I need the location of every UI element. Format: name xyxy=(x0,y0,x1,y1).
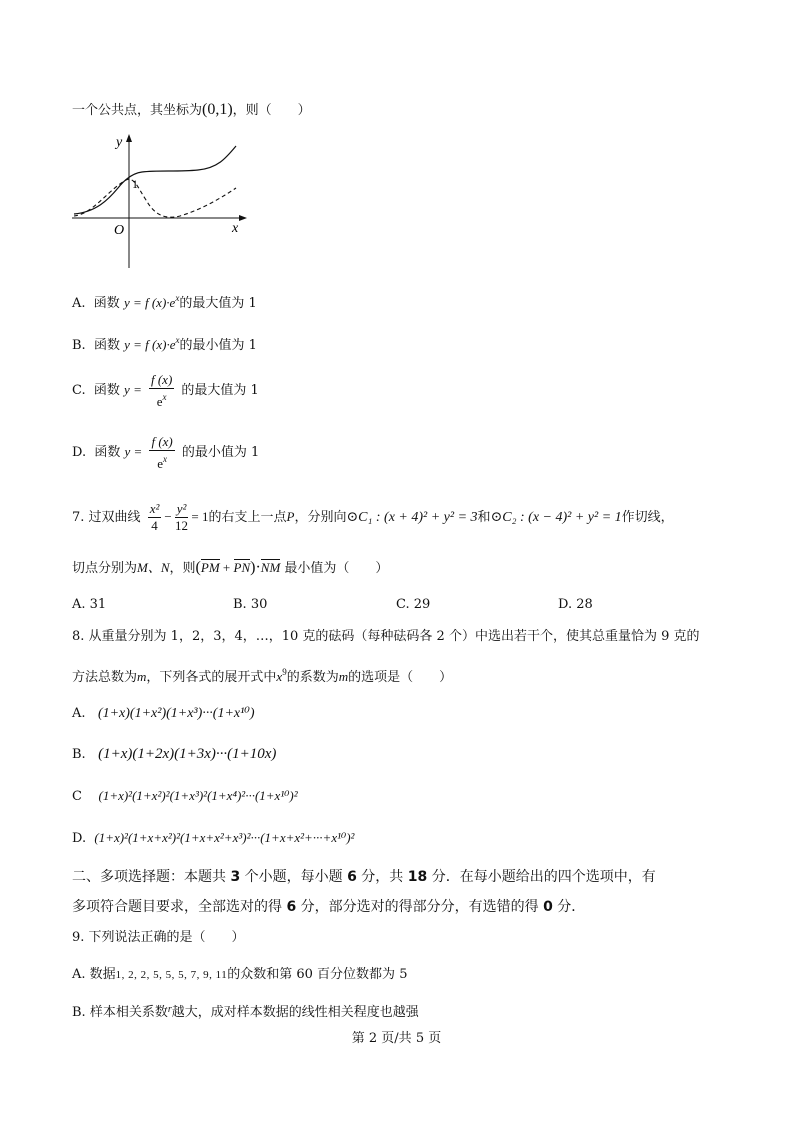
q6-d-num: f (x) xyxy=(151,433,173,449)
q7-stem-line1 xyxy=(72,497,674,538)
q6-b-post: 的最小值为 1 xyxy=(179,338,257,353)
q7-plus: + xyxy=(219,560,234,575)
y-axis-arrow xyxy=(126,134,132,142)
q6-a-pre: 函数 xyxy=(93,296,120,311)
q6-a-post: 的最大值为 1 xyxy=(179,296,257,311)
intro-tail: ，则（ ） xyxy=(232,103,311,118)
section2-n18: 18 xyxy=(407,869,428,885)
q8-x: x xyxy=(276,669,283,684)
q6-d-label: D. xyxy=(72,445,87,460)
q7-stem-line2 xyxy=(72,558,388,579)
q8-x-exp: 9 xyxy=(282,667,287,677)
q6-c-fraction xyxy=(149,372,174,410)
q8-stem-line2 xyxy=(72,662,452,688)
q6-c-den-exp: x xyxy=(162,391,167,402)
q9-option-a xyxy=(72,965,407,985)
q7-line2-mid: ，则 xyxy=(169,561,196,576)
q8-line2-mid: ，下列各式的展开式中 xyxy=(146,670,277,685)
q8-option-d xyxy=(72,828,354,849)
q8-b-label: B. xyxy=(72,747,86,762)
q7-frac-x xyxy=(148,501,162,534)
section2-n6: 6 xyxy=(347,869,357,885)
q6-b-expr: y = f (x)·e xyxy=(124,337,176,352)
q7-paren-close: )· xyxy=(250,559,261,576)
q7-circle-1: ⊙C₁ : (x + 4)² + y² = 3 xyxy=(346,510,478,525)
q9-stem: 9. 下列说法正确的是（ ） xyxy=(72,930,245,945)
q8-line2-tail: 的选项是（ ） xyxy=(348,670,453,685)
q7-line2-tail: 最小值为（ ） xyxy=(284,561,389,576)
q7-vec-pm: PM xyxy=(200,560,220,575)
section2-line1-c: 分，共 xyxy=(356,869,408,885)
q6-b-label: B. xyxy=(72,338,86,353)
q7-frac-y-den: 12 xyxy=(175,518,189,533)
q6-d-den-exp: x xyxy=(162,453,167,464)
q6-d-post: 的最小值为 1 xyxy=(181,445,260,460)
section2-line1-b: 个小题，每小题 xyxy=(240,869,348,885)
q7-frac-x-den: 4 xyxy=(151,518,158,533)
q8-b-expr: (1+x)(1+2x)(1+3x)···(1+10x) xyxy=(98,746,277,762)
function-graph xyxy=(68,130,248,270)
page-footer: 第 2 页/共 5 页 xyxy=(351,1031,442,1046)
q8-m2: m xyxy=(338,669,349,684)
section2-line2-b: 分，部分选对的得部分分，有选错的得 xyxy=(296,899,544,915)
q8-line2-mid2: 的系数为 xyxy=(286,670,339,685)
q7-frac-y xyxy=(175,501,189,534)
q9-option-b xyxy=(72,1000,419,1023)
q7-option-d: D. 28 xyxy=(558,597,593,612)
section2-line1-d: 分．在每小题给出的四个选项中，有 xyxy=(427,869,656,885)
section2-n6b: 6 xyxy=(286,899,297,915)
q6-c-num: f (x) xyxy=(150,371,173,387)
q6-b-exp: x xyxy=(175,335,180,345)
q7-pre: 7. 过双曲线 xyxy=(72,510,141,525)
q7-paren-open: ( xyxy=(195,559,201,576)
q6-c-y: y = xyxy=(124,382,142,397)
x-axis-arrow xyxy=(239,215,247,221)
q9-b-r: r xyxy=(167,1004,172,1015)
q8-line2-pre: 方法总数为 xyxy=(72,670,138,685)
intro-text: 一个公共点，其坐标为 xyxy=(72,103,203,118)
point-label: 1 xyxy=(132,177,138,191)
q7-vec-pn: PN xyxy=(233,560,251,575)
q7-and: 和 xyxy=(477,510,491,525)
q8-d-expr: (1+x)²(1+x+x²)²(1+x+x²+x³)²···(1+x+x²+···+x¹⁰)² xyxy=(94,830,355,845)
q6-a-label: A. xyxy=(72,296,86,311)
q8-d-label: D. xyxy=(72,831,87,846)
q6-d-y: y = xyxy=(124,444,143,459)
q7-circle-2: ⊙C₂ : (x − 4)² + y² = 1 xyxy=(490,510,622,525)
q7-frac-y-num: y² xyxy=(176,501,187,516)
q7-minus: − xyxy=(164,509,172,524)
q7-mid: 的右支上一点 xyxy=(208,510,287,525)
q7-tail: 作切线， xyxy=(621,510,674,525)
intro-line xyxy=(72,100,311,121)
q7-option-c: C. 29 xyxy=(396,597,431,612)
q8-a-label: A. xyxy=(72,706,86,721)
q6-option-a xyxy=(72,288,257,314)
q6-d-fraction xyxy=(149,434,174,472)
y-axis-label: y xyxy=(116,135,123,150)
q6-option-c xyxy=(72,370,259,411)
section2-line1 xyxy=(72,867,656,887)
q7-point-p: P xyxy=(286,509,295,524)
q6-c-label: C. xyxy=(72,383,86,398)
section2-line1-a: 二、多项选择题：本题共 xyxy=(72,869,231,885)
q7-line2-pre: 切点分别为 xyxy=(72,561,138,576)
q7-mid2: ，分别向 xyxy=(294,510,347,525)
q8-option-b xyxy=(72,744,276,765)
q6-option-b xyxy=(72,330,257,356)
q8-stem-line1: 8. 从重量分别为 1，2，3，4，…，10 克的砝码（每种砝码各 2 个）中选出若干个，使其总重量恰为 9 克的 xyxy=(72,629,700,644)
q6-d-pre: 函数 xyxy=(94,445,121,460)
section2-line2 xyxy=(72,897,585,917)
q6-option-d xyxy=(72,432,259,473)
q9-a-pre: A. 数据 xyxy=(72,967,116,982)
q6-d-den: e xyxy=(157,455,163,471)
q7-option-b: B. 30 xyxy=(233,597,268,612)
q9-b-pre: B. 样本相关系数 xyxy=(72,1005,168,1020)
q6-c-den: e xyxy=(156,393,163,409)
q8-m: m xyxy=(137,669,147,684)
q9-a-post: 的众数和第 60 百分位数都为 5 xyxy=(227,967,408,982)
dashed-curve xyxy=(74,179,236,217)
q8-a-expr: (1+x)(1+x²)(1+x³)···(1+x¹⁰) xyxy=(97,706,255,721)
section2-line2-a: 多项符合题目要求，全部选对的得 xyxy=(72,899,287,915)
q7-frac-x-num: x² xyxy=(149,501,160,516)
q8-option-a xyxy=(72,704,255,724)
q7-eq: = 1 xyxy=(191,509,209,524)
origin-label: O xyxy=(114,223,125,238)
q6-a-exp: x xyxy=(175,293,180,303)
q7-option-a: A. 31 xyxy=(72,597,107,612)
q7-vec-nm: NM xyxy=(260,560,281,575)
section2-n3: 3 xyxy=(230,869,241,885)
section2-n0: 0 xyxy=(543,899,553,915)
solid-curve xyxy=(74,146,236,214)
q6-c-post: 的最大值为 1 xyxy=(181,383,259,398)
q6-c-pre: 函数 xyxy=(93,383,120,398)
q9-a-data: 1, 2, 2, 5, 5, 5, 7, 9, 11 xyxy=(115,969,228,981)
q6-b-pre: 函数 xyxy=(93,338,120,353)
q9-b-post: 越大，成对样本数据的线性相关程度也越强 xyxy=(171,1005,419,1020)
x-axis-label: x xyxy=(232,221,239,236)
q7-mn: M、N xyxy=(137,560,170,575)
q8-option-c xyxy=(72,786,298,807)
section2-line2-c: 分． xyxy=(552,899,586,915)
q8-c-label: C xyxy=(72,789,82,804)
q8-c-expr: (1+x)²(1+x²)²(1+x³)²(1+x⁴)²···(1+x¹⁰)² xyxy=(98,788,298,803)
intro-coord: (0,1) xyxy=(202,101,233,118)
q6-a-expr: y = f (x)·e xyxy=(123,295,176,310)
